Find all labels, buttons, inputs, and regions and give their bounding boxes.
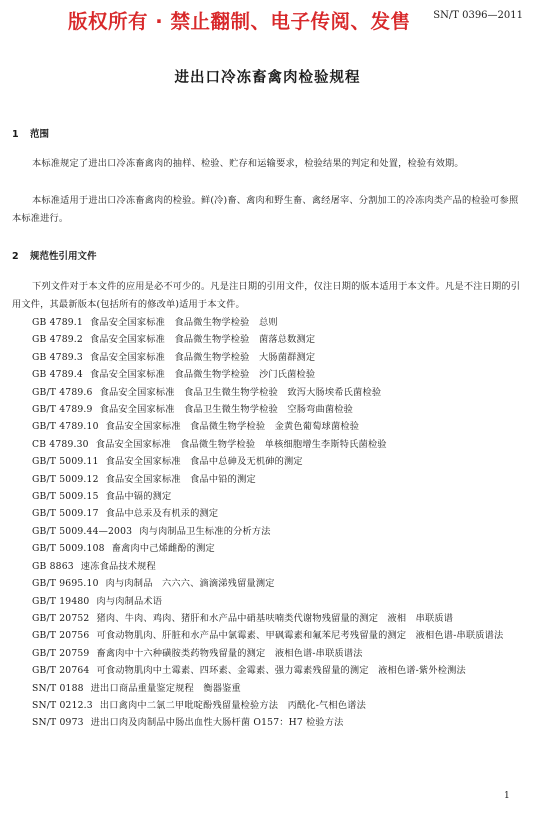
reference-title: 食品安全国家标准 食品微生物学检验 大肠菌群测定 [89, 351, 316, 363]
reference-item [12, 384, 524, 401]
reference-item [12, 662, 524, 679]
reference-title: 肉与肉制品术语 [96, 595, 163, 607]
reference-title: 进出口肉及肉制品中肠出血性大肠杆菌 O157：H7 检验方法 [90, 717, 344, 729]
section-1-title: 范围 [30, 129, 50, 140]
reference-item [12, 540, 524, 557]
reference-title: 畜禽肉中十六种磺胺类药物残留量的测定 液相色谱-串联质谱法 [96, 647, 363, 659]
reference-title: 猪肉、牛肉、鸡肉、猪肝和水产品中硝基呋喃类代谢物残留量的测定 液相 串联质谱 [96, 612, 454, 624]
reference-code: GB 4789.1 [32, 317, 83, 328]
document-title: 进出口冷冻畜禽肉检验规程 [174, 70, 361, 86]
reference-item [12, 680, 524, 697]
reference-item [12, 505, 524, 522]
page-number: 1 [504, 791, 510, 801]
reference-code: SN/T 0973 [32, 717, 84, 729]
reference-title: 食品中镉的测定 [105, 491, 172, 503]
reference-code: GB/T 4789.6 [32, 386, 93, 398]
reference-item [12, 436, 524, 453]
reference-title: 速冻食品技术规程 [80, 560, 156, 572]
section-2-number: 2 [12, 251, 19, 262]
reference-item [12, 314, 524, 331]
reference-code: GB/T 20752 [32, 612, 90, 624]
reference-title: 可食动物肌肉、肝脏和水产品中氯霉素、甲砜霉素和氟苯尼考残留量的测定 液相色谱-串联质谱法 [96, 630, 504, 642]
copyright-watermark: 版权所有 · 禁止翻制、电子传阅、发售 [68, 10, 411, 33]
reference-title: 食品安全国家标准 食品卫生微生物学检验 致泻大肠埃希氏菌检验 [99, 386, 382, 398]
reference-code: GB/T 5009.17 [32, 508, 99, 520]
reference-title: 出口禽肉中二氯二甲吡啶酚残留量检验方法 丙酰化-气相色谱法 [99, 699, 366, 711]
reference-item [12, 366, 524, 383]
reference-item [12, 453, 524, 470]
section-1-heading [12, 126, 49, 140]
reference-title: 肉与肉制品 六六六、滴滴涕残留量测定 [105, 578, 275, 590]
reference-code: GB/T 20764 [32, 665, 90, 677]
reference-title: 食品安全国家标准 食品微生物学检验 菌落总数测定 [89, 334, 316, 346]
reference-title: 食品安全国家标准 食品微生物学检验 金黄色葡萄球菌检验 [105, 421, 360, 433]
reference-item [12, 523, 524, 540]
reference-code: SN/T 0212.3 [32, 699, 93, 711]
reference-code: GB/T 5009.12 [32, 473, 99, 485]
reference-code: SN/T 0188 [32, 682, 84, 694]
standard-code: SN/T 0396—2011 [433, 10, 523, 21]
reference-title: 肉与肉制品卫生标准的分析方法 [139, 525, 271, 537]
reference-code: GB/T 5009.11 [32, 456, 99, 468]
reference-title: 食品安全国家标准 食品微生物学检验 总则 [89, 317, 278, 328]
reference-code: GB 4789.4 [32, 369, 83, 381]
reference-code: GB/T 9695.10 [32, 578, 99, 590]
reference-item [12, 627, 524, 644]
reference-item [12, 418, 524, 435]
reference-item [12, 471, 524, 488]
reference-code: GB/T 4789.10 [32, 421, 99, 433]
reference-code: CB 4789.30 [32, 438, 89, 450]
reference-item [12, 697, 524, 714]
reference-code: GB 4789.3 [32, 351, 83, 363]
reference-title: 畜禽肉中己烯雌酚的测定 [111, 543, 215, 555]
reference-item [12, 575, 524, 592]
reference-item [12, 331, 524, 348]
reference-code: GB/T 19480 [32, 595, 90, 607]
reference-item [12, 714, 524, 731]
reference-title: 进出口商品重量鉴定规程 衡器鉴重 [90, 682, 241, 694]
reference-code: GB 4789.2 [32, 334, 83, 346]
section-2-intro: 下列文件对于本文件的应用是必不可少的。凡是注日期的引用文件，仅注日期的版本适用于本文件。凡是不注日期的引用文件，其最新版本(包括所有的修改单)适用于本文件。 [12, 281, 521, 310]
reference-title: 食品安全国家标准 食品卫生微生物学检验 空肠弯曲菌检验 [99, 404, 354, 416]
reference-item [12, 401, 524, 418]
reference-title: 可食动物肌肉中土霉素、四环素、金霉素、强力霉素残留量的测定 液相色谱-紫外检测法 [96, 665, 466, 677]
section-2-heading [12, 248, 97, 262]
reference-code: GB/T 20759 [32, 647, 90, 659]
reference-code: GB/T 5009.108 [32, 543, 105, 555]
reference-item [12, 645, 524, 662]
reference-title: 食品中总汞及有机汞的测定 [105, 508, 219, 520]
reference-item [12, 558, 524, 575]
reference-title: 食品安全国家标准 食品微生物学检验 沙门氏菌检验 [89, 369, 316, 381]
reference-title: 食品安全国家标准 食品中铅的测定 [105, 473, 256, 485]
reference-item [12, 610, 524, 627]
reference-code: GB/T 5009.15 [32, 491, 99, 503]
section-1-number: 1 [12, 129, 19, 140]
reference-code: GB 8863 [32, 560, 74, 572]
reference-code: GB/T 5009.44—2003 [32, 525, 133, 537]
reference-code: GB/T 20756 [32, 630, 90, 642]
section-1-paragraph: 本标准适用于进出口冷冻畜禽肉的检验。鲜(冷)畜、禽肉和野生畜、禽经屠宰、分割加工的冷冻肉类产品的检验可参照本标准进行。 [12, 195, 519, 224]
reference-title: 食品安全国家标准 食品中总砷及无机砷的测定 [105, 456, 303, 468]
reference-list [12, 314, 524, 732]
reference-item [12, 593, 524, 610]
reference-code: GB/T 4789.9 [32, 404, 93, 416]
reference-item [12, 349, 524, 366]
reference-title: 食品安全国家标准 食品微生物学检验 单核细胞增生李斯特氏菌检验 [95, 438, 387, 450]
section-1-paragraph: 本标准规定了进出口冷冻畜禽肉的抽样、检验、贮存和运输要求，检验结果的判定和处置，检验有效期。 [32, 158, 464, 169]
section-2-title: 规范性引用文件 [30, 251, 97, 262]
reference-item [12, 488, 524, 505]
